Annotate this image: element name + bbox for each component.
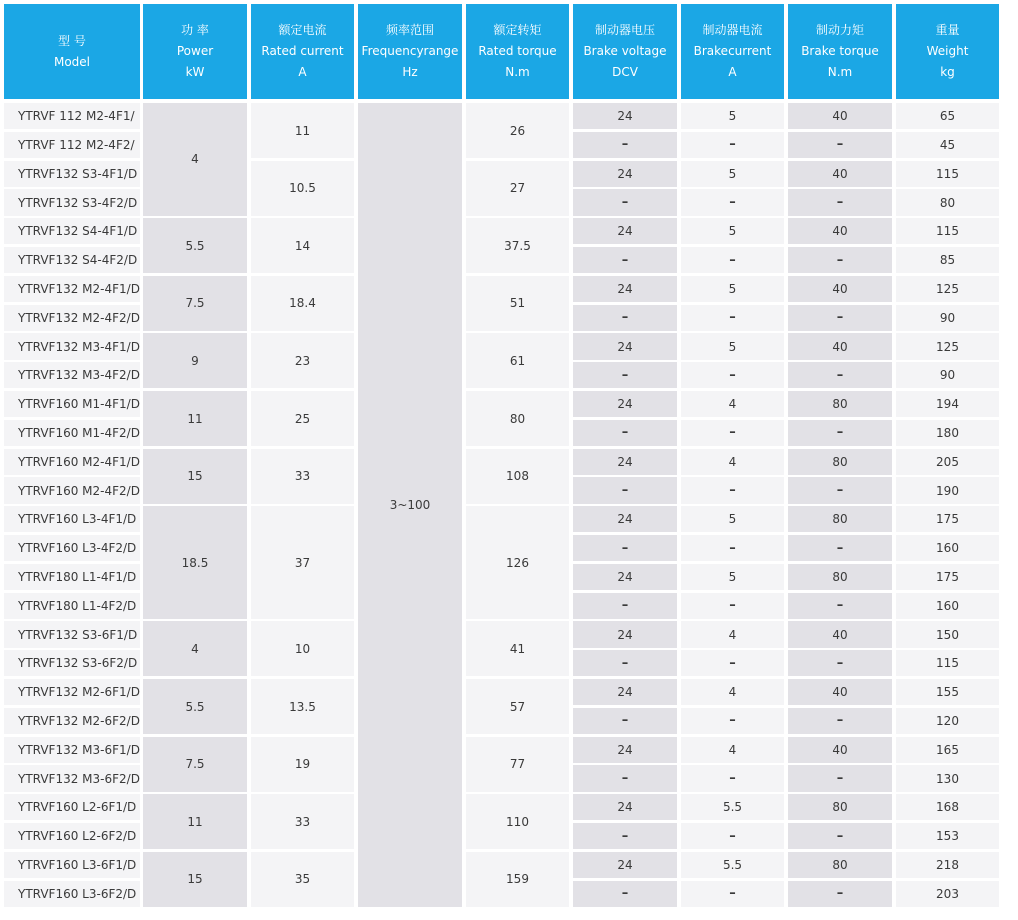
header-cell <box>358 4 462 99</box>
brake-torque-cell: – <box>788 189 892 215</box>
header-en: Power <box>176 44 214 58</box>
brake-torque-cell: – <box>788 362 892 388</box>
header-zh: 制动力矩 <box>815 23 864 37</box>
weight-cell: 125 <box>896 333 999 359</box>
brake-torque-cell: 40 <box>788 621 892 647</box>
weight-cell: 190 <box>896 477 999 503</box>
model-cell: YTRVF132 M2-4F1/D <box>4 276 140 302</box>
header-cell <box>466 4 569 99</box>
rated-torque-cell: 57 <box>466 679 569 734</box>
model-cell: YTRVF180 L1-4F1/D <box>4 564 140 590</box>
brake-voltage-cell: – <box>573 247 677 273</box>
power-cell: 11 <box>143 391 247 446</box>
rated-current-cell: 18.4 <box>251 276 354 331</box>
brake-voltage-cell: – <box>573 823 677 849</box>
brake-torque-cell: 40 <box>788 276 892 302</box>
header-zh: 功 率 <box>181 23 209 37</box>
brake-current-cell: – <box>681 420 784 446</box>
brake-voltage-cell: – <box>573 593 677 619</box>
rated-torque-cell: 80 <box>466 391 569 446</box>
weight-cell: 175 <box>896 564 999 590</box>
brake-current-cell: – <box>681 132 784 158</box>
model-cell: YTRVF132 S3-4F2/D <box>4 189 140 215</box>
brake-current-cell: – <box>681 593 784 619</box>
weight-cell: 90 <box>896 305 999 331</box>
brake-current-cell: – <box>681 823 784 849</box>
brake-current-cell: – <box>681 650 784 676</box>
brake-torque-cell: – <box>788 305 892 331</box>
brake-torque-cell: – <box>788 247 892 273</box>
brake-torque-cell: – <box>788 708 892 734</box>
rated-current-cell: 33 <box>251 449 354 504</box>
header-zh: 制动器电流 <box>702 23 763 37</box>
header-en: Brakecurrent <box>693 44 772 58</box>
weight-cell: 160 <box>896 535 999 561</box>
rated-torque-cell: 126 <box>466 506 569 619</box>
brake-current-cell: 5 <box>681 218 784 244</box>
frequency-range-cell: 3~100 <box>358 103 462 907</box>
brake-torque-cell: 80 <box>788 391 892 417</box>
brake-voltage-cell: 24 <box>573 276 677 302</box>
power-cell: 5.5 <box>143 679 247 734</box>
rated-current-cell: 10 <box>251 621 354 676</box>
rated-torque-cell: 37.5 <box>466 218 569 273</box>
header-zh: 频率范围 <box>385 23 434 37</box>
model-cell: YTRVF160 M2-4F2/D <box>4 477 140 503</box>
brake-current-cell: – <box>681 189 784 215</box>
weight-cell: 160 <box>896 593 999 619</box>
brake-current-cell: – <box>681 477 784 503</box>
brake-torque-cell: 40 <box>788 218 892 244</box>
power-cell: 7.5 <box>143 737 247 792</box>
model-cell: YTRVF 112 M2-4F2/ <box>4 132 140 158</box>
brake-voltage-cell: 24 <box>573 449 677 475</box>
brake-voltage-cell: – <box>573 650 677 676</box>
model-cell: YTRVF132 M2-4F2/D <box>4 305 140 331</box>
header-cell <box>896 4 999 99</box>
brake-voltage-cell: 24 <box>573 333 677 359</box>
brake-torque-cell: 40 <box>788 161 892 187</box>
header-zh: 重量 <box>935 23 960 37</box>
brake-voltage-cell: – <box>573 535 677 561</box>
brake-torque-cell: 40 <box>788 679 892 705</box>
weight-cell: 115 <box>896 650 999 676</box>
header-cell <box>681 4 784 99</box>
brake-voltage-cell: – <box>573 189 677 215</box>
brake-current-cell: – <box>681 362 784 388</box>
rated-current-cell: 35 <box>251 852 354 907</box>
power-cell: 9 <box>143 333 247 388</box>
weight-cell: 120 <box>896 708 999 734</box>
brake-voltage-cell: 24 <box>573 103 677 129</box>
rated-torque-cell: 41 <box>466 621 569 676</box>
rated-current-cell: 25 <box>251 391 354 446</box>
model-cell: YTRVF132 S3-4F1/D <box>4 161 140 187</box>
brake-voltage-cell: 24 <box>573 564 677 590</box>
model-cell: YTRVF132 M3-4F1/D <box>4 333 140 359</box>
header-cell <box>573 4 677 99</box>
rated-current-cell: 23 <box>251 333 354 388</box>
brake-torque-cell: 80 <box>788 506 892 532</box>
header-en: Weight <box>926 44 969 58</box>
brake-torque-cell: – <box>788 535 892 561</box>
header-zh: 额定电流 <box>278 23 327 37</box>
weight-cell: 65 <box>896 103 999 129</box>
brake-current-cell: 4 <box>681 449 784 475</box>
weight-cell: 168 <box>896 794 999 820</box>
brake-voltage-cell: – <box>573 305 677 331</box>
header-unit: A <box>728 65 737 79</box>
brake-current-cell: 5 <box>681 276 784 302</box>
brake-voltage-cell: 24 <box>573 391 677 417</box>
rated-torque-cell: 77 <box>466 737 569 792</box>
power-cell: 15 <box>143 449 247 504</box>
header-unit: DCV <box>612 65 638 79</box>
header-unit: A <box>298 65 307 79</box>
brake-current-cell: 5 <box>681 161 784 187</box>
model-cell: YTRVF132 M2-6F2/D <box>4 708 140 734</box>
brake-torque-cell: – <box>788 881 892 907</box>
brake-current-cell: 5.5 <box>681 794 784 820</box>
brake-voltage-cell: – <box>573 132 677 158</box>
model-cell: YTRVF180 L1-4F2/D <box>4 593 140 619</box>
weight-cell: 45 <box>896 132 999 158</box>
rated-torque-cell: 108 <box>466 449 569 504</box>
weight-cell: 155 <box>896 679 999 705</box>
header-en: Brake torque <box>801 44 879 58</box>
model-cell: YTRVF132 S3-6F1/D <box>4 621 140 647</box>
brake-torque-cell: 80 <box>788 852 892 878</box>
brake-voltage-cell: 24 <box>573 621 677 647</box>
brake-current-cell: 5.5 <box>681 852 784 878</box>
weight-cell: 205 <box>896 449 999 475</box>
brake-voltage-cell: 24 <box>573 852 677 878</box>
header-zh: 型 号 <box>58 33 86 48</box>
brake-current-cell: 4 <box>681 737 784 763</box>
weight-cell: 203 <box>896 881 999 907</box>
weight-cell: 194 <box>896 391 999 417</box>
weight-cell: 180 <box>896 420 999 446</box>
model-cell: YTRVF160 L3-4F2/D <box>4 535 140 561</box>
header-cell <box>788 4 892 99</box>
brake-voltage-cell: – <box>573 477 677 503</box>
rated-current-cell: 10.5 <box>251 161 354 216</box>
rated-torque-cell: 61 <box>466 333 569 388</box>
model-cell: YTRVF160 L2-6F1/D <box>4 794 140 820</box>
model-cell: YTRVF160 L3-4F1/D <box>4 506 140 532</box>
model-cell: YTRVF132 M2-6F1/D <box>4 679 140 705</box>
brake-current-cell: 4 <box>681 391 784 417</box>
brake-current-cell: – <box>681 305 784 331</box>
header-cell <box>143 4 247 99</box>
weight-cell: 165 <box>896 737 999 763</box>
brake-torque-cell: 80 <box>788 564 892 590</box>
rated-torque-cell: 26 <box>466 103 569 158</box>
brake-torque-cell: 40 <box>788 737 892 763</box>
brake-voltage-cell: – <box>573 881 677 907</box>
model-cell: YTRVF132 S4-4F2/D <box>4 247 140 273</box>
header-en: Brake voltage <box>583 44 667 58</box>
brake-voltage-cell: 24 <box>573 737 677 763</box>
brake-torque-cell: – <box>788 823 892 849</box>
brake-current-cell: 5 <box>681 506 784 532</box>
brake-torque-cell: 80 <box>788 449 892 475</box>
header-unit: kg <box>940 65 955 79</box>
brake-torque-cell: – <box>788 477 892 503</box>
brake-current-cell: – <box>681 881 784 907</box>
brake-voltage-cell: – <box>573 362 677 388</box>
weight-cell: 175 <box>896 506 999 532</box>
power-cell: 4 <box>143 103 247 216</box>
model-cell: YTRVF132 S4-4F1/D <box>4 218 140 244</box>
model-cell: YTRVF160 L3-6F1/D <box>4 852 140 878</box>
brake-current-cell: 5 <box>681 564 784 590</box>
model-cell: YTRVF160 L2-6F2/D <box>4 823 140 849</box>
header-en: Model <box>53 54 91 69</box>
brake-torque-cell: – <box>788 593 892 619</box>
model-cell: YTRVF132 S3-6F2/D <box>4 650 140 676</box>
header-unit: N.m <box>827 65 853 79</box>
rated-current-cell: 13.5 <box>251 679 354 734</box>
model-cell: YTRVF 112 M2-4F1/ <box>4 103 140 129</box>
header-unit: Hz <box>402 65 418 79</box>
power-cell: 18.5 <box>143 506 247 619</box>
weight-cell: 153 <box>896 823 999 849</box>
header-en: Frequencyrange <box>361 44 459 58</box>
brake-voltage-cell: – <box>573 420 677 446</box>
rated-torque-cell: 110 <box>466 794 569 849</box>
brake-torque-cell: – <box>788 132 892 158</box>
weight-cell: 80 <box>896 189 999 215</box>
power-cell: 15 <box>143 852 247 907</box>
brake-current-cell: 5 <box>681 333 784 359</box>
weight-cell: 130 <box>896 765 999 791</box>
header-en: Rated torque <box>478 44 557 58</box>
header-unit: N.m <box>505 65 530 79</box>
brake-current-cell: – <box>681 535 784 561</box>
header-unit: kW <box>185 65 205 79</box>
weight-cell: 125 <box>896 276 999 302</box>
weight-cell: 115 <box>896 218 999 244</box>
model-cell: YTRVF160 L3-6F2/D <box>4 881 140 907</box>
model-cell: YTRVF160 M1-4F2/D <box>4 420 140 446</box>
brake-current-cell: – <box>681 765 784 791</box>
header-cell <box>4 4 140 99</box>
brake-current-cell: 5 <box>681 103 784 129</box>
brake-voltage-cell: – <box>573 765 677 791</box>
model-cell: YTRVF132 M3-4F2/D <box>4 362 140 388</box>
weight-cell: 115 <box>896 161 999 187</box>
weight-cell: 90 <box>896 362 999 388</box>
rated-current-cell: 11 <box>251 103 354 158</box>
rated-current-cell: 14 <box>251 218 354 273</box>
header-cell <box>251 4 354 99</box>
weight-cell: 85 <box>896 247 999 273</box>
weight-cell: 218 <box>896 852 999 878</box>
brake-current-cell: 4 <box>681 679 784 705</box>
brake-torque-cell: 80 <box>788 794 892 820</box>
rated-current-cell: 19 <box>251 737 354 792</box>
rated-torque-cell: 159 <box>466 852 569 907</box>
brake-current-cell: – <box>681 247 784 273</box>
brake-torque-cell: – <box>788 765 892 791</box>
header-zh: 制动器电压 <box>594 23 655 37</box>
brake-voltage-cell: 24 <box>573 161 677 187</box>
rated-current-cell: 33 <box>251 794 354 849</box>
model-cell: YTRVF132 M3-6F2/D <box>4 765 140 791</box>
brake-torque-cell: – <box>788 650 892 676</box>
weight-cell: 150 <box>896 621 999 647</box>
power-cell: 5.5 <box>143 218 247 273</box>
power-cell: 4 <box>143 621 247 676</box>
brake-voltage-cell: 24 <box>573 679 677 705</box>
brake-torque-cell: 40 <box>788 103 892 129</box>
brake-voltage-cell: 24 <box>573 794 677 820</box>
brake-current-cell: – <box>681 708 784 734</box>
header-zh: 额定转矩 <box>493 23 542 37</box>
brake-voltage-cell: 24 <box>573 506 677 532</box>
model-cell: YTRVF160 M2-4F1/D <box>4 449 140 475</box>
rated-current-cell: 37 <box>251 506 354 619</box>
brake-current-cell: 4 <box>681 621 784 647</box>
power-cell: 11 <box>143 794 247 849</box>
rated-torque-cell: 27 <box>466 161 569 216</box>
brake-voltage-cell: 24 <box>573 218 677 244</box>
brake-torque-cell: – <box>788 420 892 446</box>
rated-torque-cell: 51 <box>466 276 569 331</box>
power-cell: 7.5 <box>143 276 247 331</box>
model-cell: YTRVF132 M3-6F1/D <box>4 737 140 763</box>
brake-torque-cell: 40 <box>788 333 892 359</box>
header-en: Rated current <box>261 44 344 58</box>
brake-voltage-cell: – <box>573 708 677 734</box>
model-cell: YTRVF160 M1-4F1/D <box>4 391 140 417</box>
